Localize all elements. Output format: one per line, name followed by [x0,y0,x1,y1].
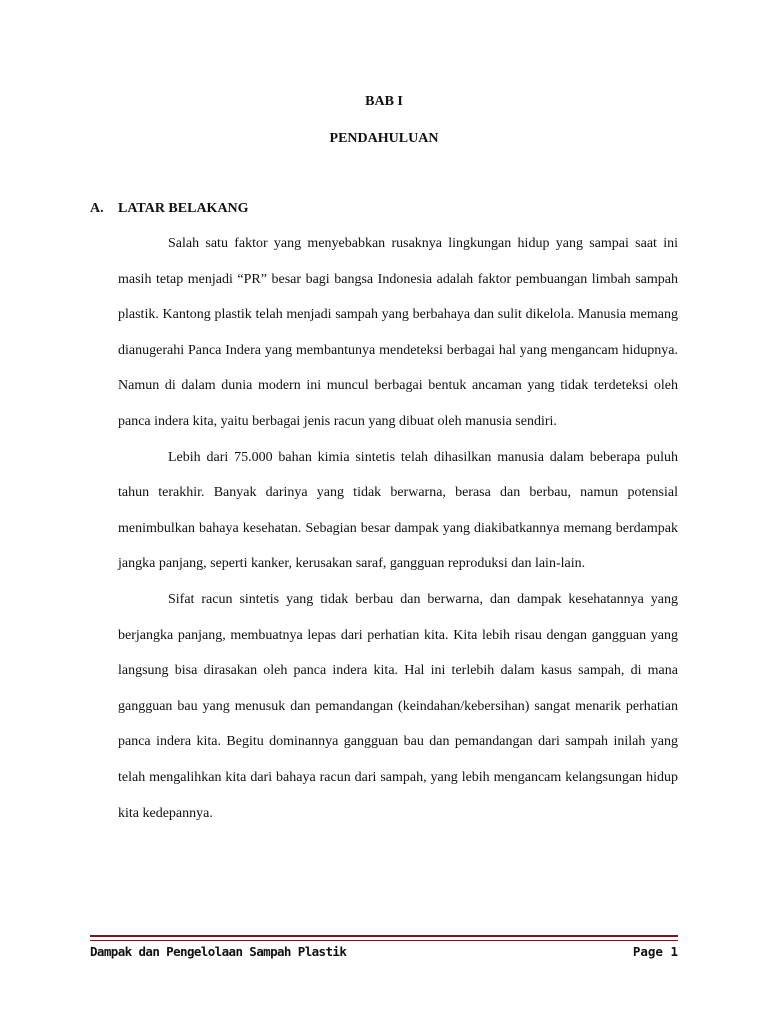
chapter-title: PENDAHULUAN [329,131,439,146]
footer-title: Dampak dan Pengelolaan Sampah Plastik [90,944,347,959]
section-heading [90,201,249,217]
body-text [118,226,678,831]
chapter-heading: BAB I [365,94,403,109]
paragraph: Lebih dari 75.000 bahan kimia sintetis telah dihasilkan manusia dalam beberapa puluh tahun terakhir. Banyak darinya yang tidak berwarna, berasa dan berbau, namun potensial menimbulkan bahaya kesehatan. Sebagian besar dampak yang diakibatkannya memang berdampak jangka panjang, seperti kanker, kerusakan saraf, gangguan reproduksi dan lain-lain. [118,449,678,572]
paragraph: Sifat racun sintetis yang tidak berbau dan berwarna, dan dampak kesehatannya yang berjangka panjang, membuatnya lepas dari perhatian kita. Kita lebih risau dengan gangguan yang langsung bisa dirasakan oleh panca indera kita. Hal ini terlebih dalam kasus sampah, di mana gangguan bau yang menusuk dan pemandangan (keindahan/kebersihan) sangat menarik perhatian panca indera kita. Begitu dominannya gangguan bau dan pemandangan dari sampah inilah yang telah mengalihkan kita dari bahaya racun dari sampah, yang lebih mengancam kelangsungan hidup kita kedepannya. [118,591,678,821]
footer-divider [90,935,678,941]
page-number: Page 1 [632,944,678,959]
section-number: A. [90,201,104,216]
paragraph: Salah satu faktor yang menyebabkan rusaknya lingkungan hidup yang sampai saat ini masih tetap menjadi “PR” besar bagi bangsa Indonesia adalah faktor pembuangan limbah sampah plastik. Kantong plastik telah menjadi sampah yang berbahaya dan sulit dikelola. Manusia memang dianugerahi Panca Indera yang membantunya mendeteksi berbagai hal yang mengancam hidupnya. Namun di dalam dunia modern ini muncul berbagai bentuk ancaman yang tidak terdeteksi oleh panca indera kita, yaitu berbagai jenis racun yang dibuat oleh manusia sendiri. [118,236,678,429]
section-title: LATAR BELAKANG [118,201,249,216]
